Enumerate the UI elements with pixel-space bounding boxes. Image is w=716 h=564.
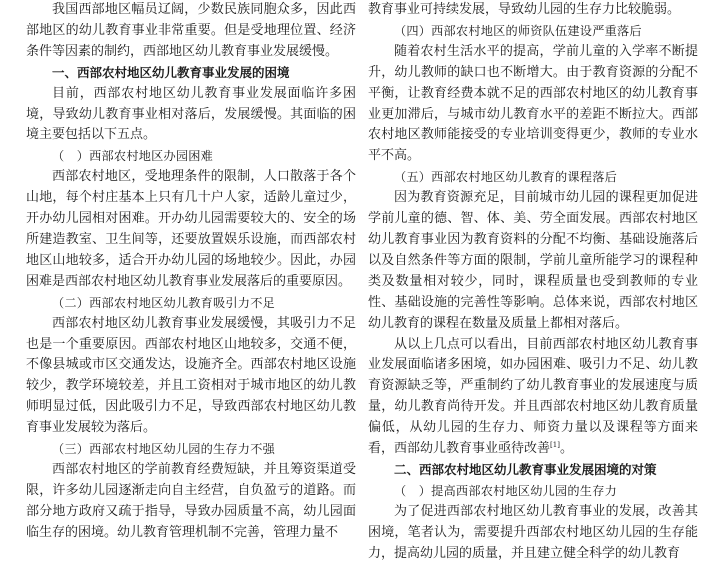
body-paragraph: 西部农村地区幼儿教育事业发展缓慢，其吸引力不足也是一个重要原因。西部农村地区山地较多，交通不便，不像县城或市区交通发达，设施齐全。西部农村地区设施较少，教学环境较差，并且工资相对于城市地区的幼儿教师明显过低，因此吸引力不足，导致西部农村地区幼儿教育事业发展较为落后。 [26,315,356,436]
intro-paragraph: 我国西部地区幅员辽阔，少数民族同胞众多，因此西部地区的幼儿教育事业非常重要。但是受地理位置、经济条件等因素的制约，西部地区幼儿教育事业发展缓慢。 [26,2,356,59]
body-paragraph: 因为教育资源充足，目前城市幼儿园的课程更加促进学前儿童的德、智、体、美、劳全面发展。西部农村地区幼儿教育事业因为教育资料的分配不均衡、基础设施落后以及自然条件等方面的限制，学前儿童所能学习的课程种类及数量相对较少，同时，课程质量也受到教师的专业性、基础设施的完善性等影响。总体来说，西部农村地区幼儿教育的课程在数量及质量上都相对落后。 [368,190,698,331]
summary-paragraph [368,335,698,460]
citation-marker: [1] [550,441,560,450]
left-column [26,0,356,544]
subheading-2-1: （ ）提高西部农村地区幼儿园的生存力 [394,483,617,498]
body-paragraph: 西部农村地区，受地理条件的限制，人口散落于各个山地，每个村庄基本上只有几十户人家，适龄儿童过少，开办幼儿园相对困难。开办幼儿园需要较大的、安全的场所建造教室、卫生间等，还要放置娱乐设施，而西部农村地区山地较多，适合开办幼儿园的场地较少。因此，办园困难是西部农村地区幼儿教育事业发展落后的重要原因。 [26,169,356,289]
continued-paragraph: 教育事业可持续发展，导致幼儿园的生存力比较脆弱。 [368,2,681,17]
body-paragraph: 为了促进西部农村地区幼儿教育事业的发展，改善其困境，笔者认为，需要提升西部农村地区幼儿园的生存能力，提高幼儿园的质量，并且建立健全科学的幼儿教育 [368,503,698,561]
body-paragraph: 随着农村生活水平的提高，学前儿童的入学率不断提升，幼儿教师的缺口也不断增大。由于教育资源的分配不平衡，让教育经费本就不足的西部农村地区的幼儿教育事业更加滞后，与城市幼儿教育水平的差距不断拉大。西部农村地区教师能接受的专业培训变得更少，教师的专业水平不高。 [368,43,698,164]
section-heading-1: 一、西部农村地区幼儿教育事业发展的困境 [52,64,290,80]
subheading-1-3: （三）西部农村地区幼儿园的生存力不强 [52,442,275,457]
right-column [368,0,698,564]
section-heading-2: 二、西部农村地区幼儿教育事业发展困境的对策 [394,461,657,477]
body-paragraph: 西部农村地区的学前教育经费短缺，并且筹资渠道受限，许多幼儿园逐渐走向自主经营，自负盈亏的道路。而部分地方政府又疏于指导，导致办园质量不高，幼儿园面临生存的困境。幼儿教育管理机制不完善，管理力量不 [26,461,356,540]
subheading-1-2: （二）西部农村地区幼儿教育吸引力不足 [52,295,275,310]
subheading-1-5: （五）西部农村地区幼儿教育的课程落后 [394,170,617,185]
summary-text: 从以上几点可以看出，目前西部农村地区幼儿教育事业发展面临诸多困境，如办园困难、吸引力不足、幼儿教育资源缺乏等，严重制约了幼儿教育事业的发展速度与质量，幼儿教育尚待开发。并且西部农村地区幼儿教育质量偏低，从幼儿园的生存力、师资力量以及课程等方面来看，西部幼儿教育事业亟待改善 [368,336,698,457]
subheading-1-4: （四）西部农村地区的师资队伍建设严重落后 [394,23,642,38]
subheading-1-1: （ ）西部农村地区办园困难 [52,149,214,164]
summary-tail: 。 [559,441,573,457]
body-paragraph: 目前，西部农村地区幼儿教育事业发展面临许多困境，导致幼儿教育事业相对落后，发展缓慢。其面临的困境主要包括以下五点。 [26,85,356,143]
